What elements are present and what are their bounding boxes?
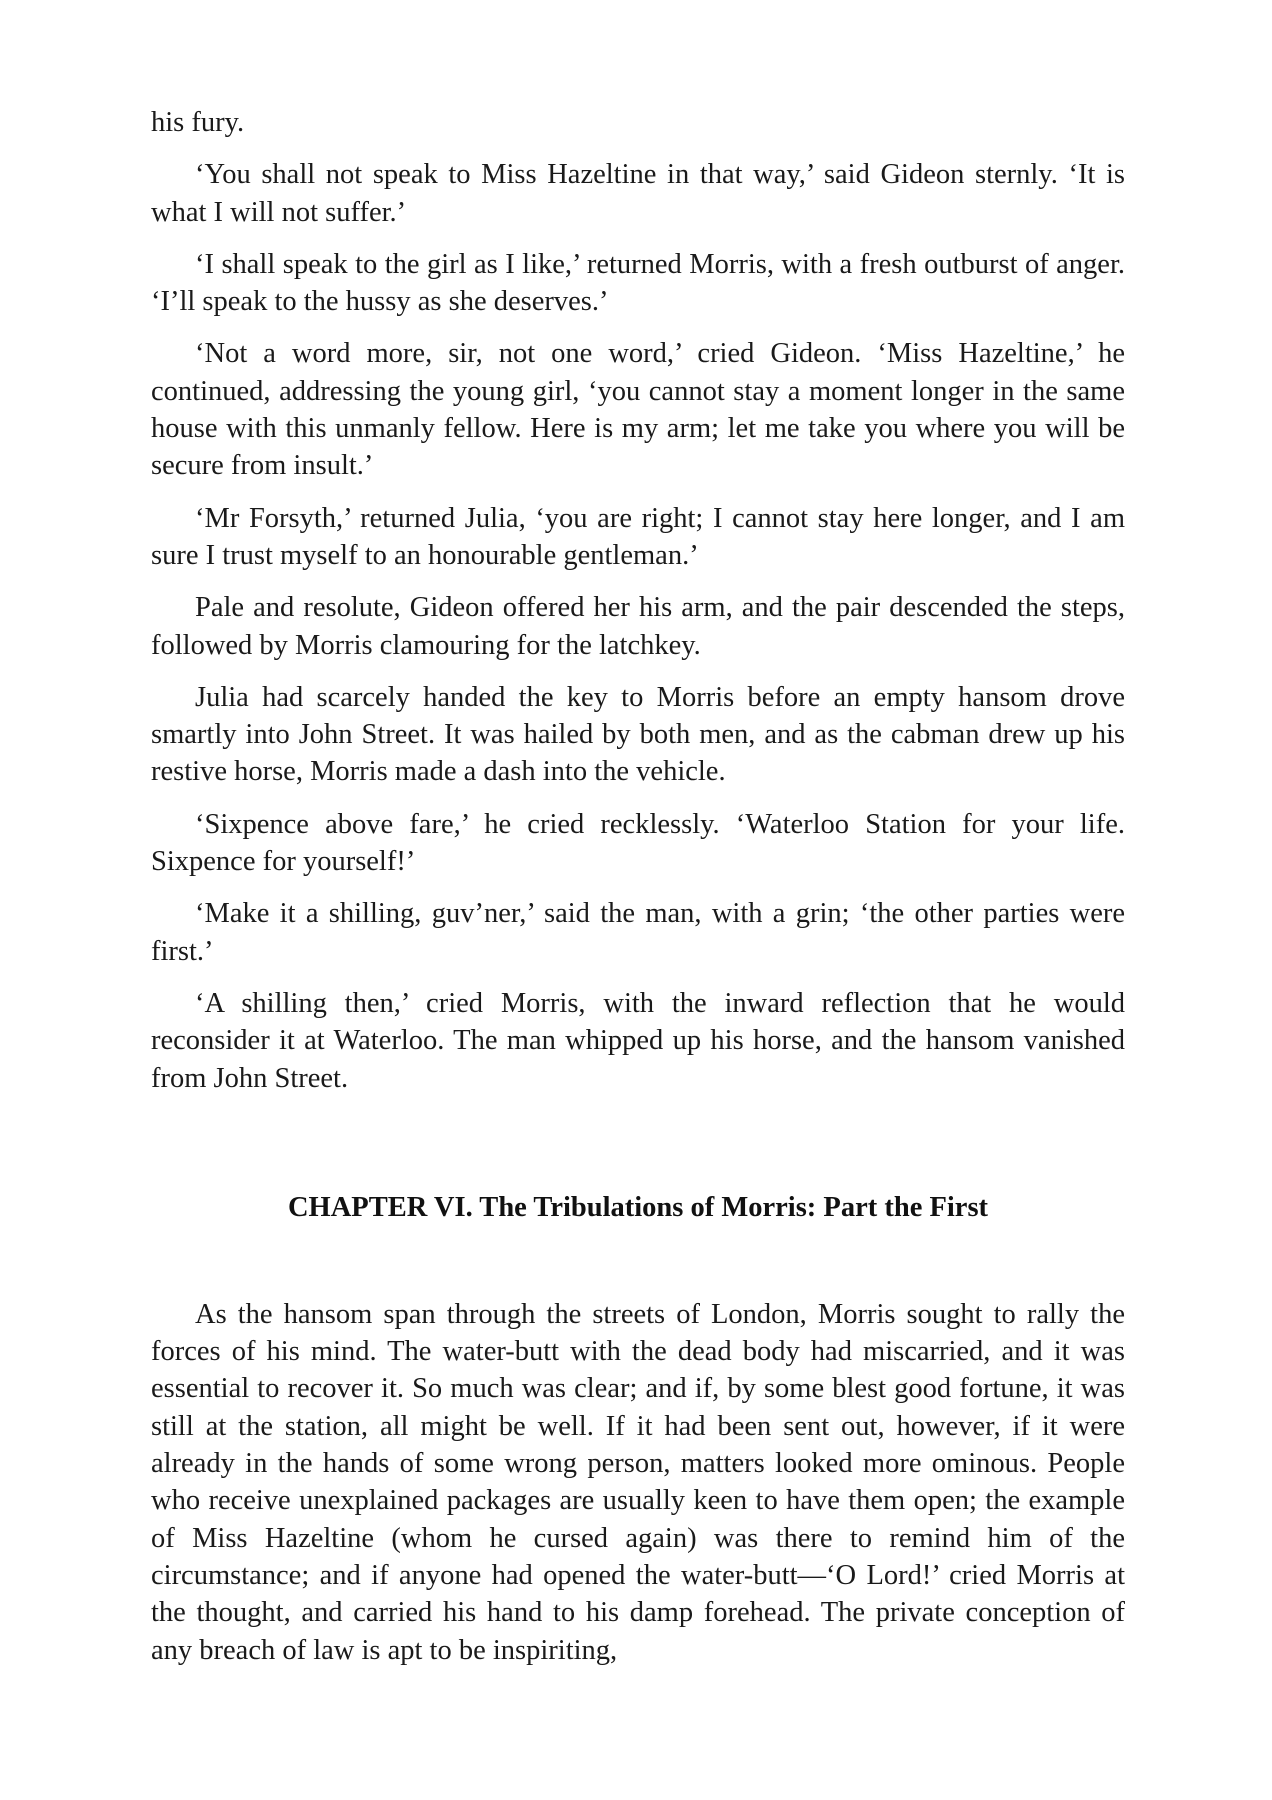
page-body <box>151 104 1125 1684</box>
paragraph: his fury. <box>151 107 245 138</box>
paragraph: ‘Make it a shilling, guv’ner,’ said the man, with a grin; ‘the other parties were first.’ <box>151 898 1125 967</box>
paragraph: ‘A shilling then,’ cried Morris, with the inward reflection that he would reconsider it at Waterloo. The man whipped up his horse, and the hansom vanished from John Street. <box>151 987 1125 1094</box>
paragraph: Pale and resolute, Gideon offered her his arm, and the pair descended the steps, followed by Morris clamouring for the latchkey. <box>151 592 1125 661</box>
paragraph: Julia had scarcely handed the key to Morris before an empty hansom drove smartly into John Street. It was hailed by both men, and as the cabman drew up his restive horse, Morris made a dash into the vehicle. <box>151 681 1125 788</box>
paragraph: ‘I shall speak to the girl as I like,’ returned Morris, with a fresh outburst of anger. ‘I’ll speak to the hussy as she deserves.’ <box>151 248 1125 318</box>
paragraph: ‘Not a word more, sir, not one word,’ cried Gideon. ‘Miss Hazeltine,’ he continued, addressing the young girl, ‘you cannot stay a moment longer in the same house with this unmanly fellow. Here is my arm; let me take you where you will be secure from insult.’ <box>151 338 1125 482</box>
paragraph: ‘Mr Forsyth,’ returned Julia, ‘you are right; I cannot stay here longer, and I am sure I trust myself to an honourable gentleman.’ <box>151 502 1125 571</box>
chapter-title: CHAPTER VI. The Tribulations of Morris: Part the First <box>287 1191 989 1223</box>
paragraph: ‘You shall not speak to Miss Hazeltine in that way,’ said Gideon sternly. ‘It is what I will not suffer.’ <box>151 159 1125 228</box>
paragraph: As the hansom span through the streets of London, Morris sought to rally the forces of his mind. The water-butt with the dead body had miscarried, and it was essential to recover it. So much was clear; and if, by some blest good fortune, it was still at the station, all might be well. If it had been sent out, however, if it were already in the hands of some wrong person, matters looked more ominous. People who receive unexplained packages are usually keen to have them open; the example of Miss Hazeltine (whom he cursed again) was there to remind him of the circumstance; and if anyone had opened the water-butt—‘O Lord!’ cried Morris at the thought, and carried his hand to his damp forehead. The private conception of any breach of law is apt to be inspiriting, <box>151 1298 1125 1666</box>
paragraph: ‘Sixpence above fare,’ he cried recklessly. ‘Waterloo Station for your life. Sixpence for yourself!’ <box>151 808 1125 878</box>
